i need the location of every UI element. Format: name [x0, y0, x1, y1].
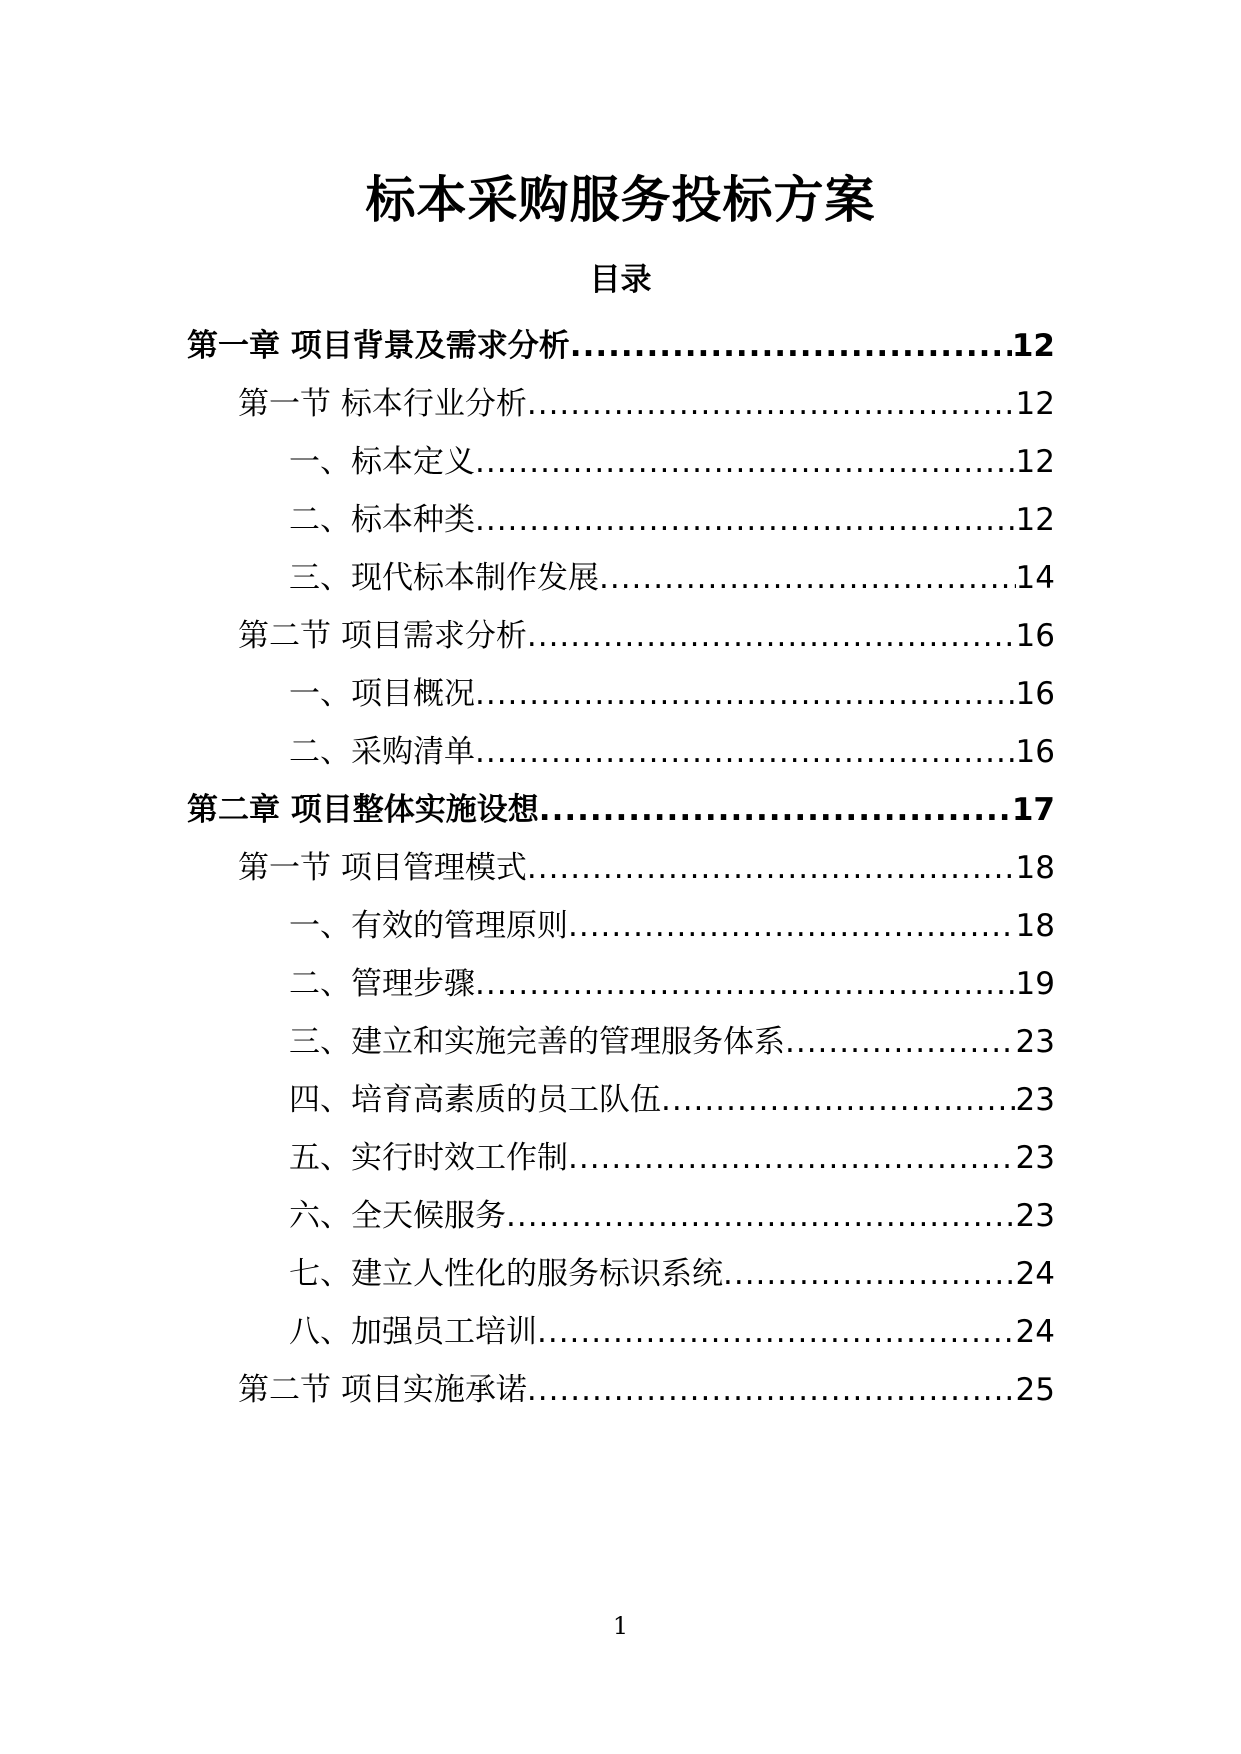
- toc-entry-label: 二、采购清单: [289, 734, 475, 770]
- toc-entry-page: 12: [1011, 328, 1055, 364]
- toc-dot-leader: [527, 844, 1016, 892]
- toc-entry-page: 23: [1015, 1024, 1055, 1060]
- toc-entry-section[interactable]: [238, 844, 1055, 892]
- toc-entry-label: 三、建立和实施完善的管理服务体系: [289, 1024, 785, 1060]
- toc-dot-leader: [527, 612, 1016, 660]
- toc-entry-label: 第二节 项目实施承诺: [238, 1372, 527, 1408]
- toc-entry-subsection[interactable]: [289, 728, 1055, 776]
- toc-entry-label: 一、有效的管理原则: [289, 908, 568, 944]
- toc-entry-section[interactable]: [238, 612, 1055, 660]
- toc-entry-section[interactable]: [238, 1366, 1055, 1414]
- toc-entry-label: 第二节 项目需求分析: [238, 618, 527, 654]
- toc-dot-leader: [527, 380, 1016, 428]
- toc-entry-page: 18: [1015, 908, 1055, 944]
- toc-entry-label: 五、实行时效工作制: [289, 1140, 568, 1176]
- toc-entry-subsection[interactable]: [289, 1250, 1055, 1298]
- toc-entry-page: 19: [1015, 966, 1055, 1002]
- toc-entry-label: 第一节 标本行业分析: [238, 386, 527, 422]
- toc-entry-page: 14: [1015, 560, 1055, 596]
- toc-dot-leader: [475, 496, 1016, 544]
- toc-entry-subsection[interactable]: [289, 1192, 1055, 1240]
- toc-entry-subsection[interactable]: [289, 1308, 1055, 1356]
- toc-entry-label: 第二章 项目整体实施设想: [187, 792, 539, 828]
- toc-entry-page: 25: [1015, 1372, 1055, 1408]
- toc-dot-leader: [475, 728, 1016, 776]
- toc-entry-label: 七、建立人性化的服务标识系统: [289, 1256, 723, 1292]
- toc-dot-leader: [568, 902, 1016, 950]
- toc-entry-label: 二、标本种类: [289, 502, 475, 538]
- toc-dot-leader: [475, 670, 1016, 718]
- toc-dot-leader: [527, 1366, 1016, 1414]
- toc-dot-leader: [568, 1134, 1016, 1182]
- toc-entry-subsection[interactable]: [289, 1134, 1055, 1182]
- toc-entry-subsection[interactable]: [289, 438, 1055, 486]
- toc-dot-leader: [570, 322, 1012, 370]
- toc-entry-label: 第一节 项目管理模式: [238, 850, 527, 886]
- toc-entry-subsection[interactable]: [289, 960, 1055, 1008]
- toc-entry-page: 17: [1011, 792, 1055, 828]
- toc-dot-leader: [475, 960, 1016, 1008]
- toc-dot-leader: [475, 438, 1016, 486]
- toc-entry-subsection[interactable]: [289, 554, 1055, 602]
- toc-entry-page: 23: [1015, 1198, 1055, 1234]
- toc-entry-section[interactable]: [238, 380, 1055, 428]
- page-number: 1: [612, 1612, 629, 1640]
- toc-dot-leader: [506, 1192, 1016, 1240]
- toc-entry-page: 23: [1015, 1082, 1055, 1118]
- toc-entry-subsection[interactable]: [289, 902, 1055, 950]
- toc-entry-subsection[interactable]: [289, 1018, 1055, 1066]
- toc-entry-page: 24: [1015, 1256, 1055, 1292]
- toc-entry-label: 一、项目概况: [289, 676, 475, 712]
- toc-dot-leader: [599, 554, 1016, 602]
- toc-entry-page: 24: [1015, 1314, 1055, 1350]
- toc-entry-subsection[interactable]: [289, 670, 1055, 718]
- toc-entry-label: 三、现代标本制作发展: [289, 560, 599, 596]
- toc-entry-label: 第一章 项目背景及需求分析: [187, 328, 570, 364]
- toc-entry-label: 二、管理步骤: [289, 966, 475, 1002]
- toc-entry-label: 六、全天候服务: [289, 1198, 506, 1234]
- toc-entry-page: 16: [1015, 618, 1055, 654]
- toc-entry-page: 12: [1015, 444, 1055, 480]
- toc-entry-page: 16: [1015, 676, 1055, 712]
- toc-dot-leader: [537, 1308, 1016, 1356]
- toc-entry-chapter[interactable]: [187, 322, 1055, 370]
- toc-entry-page: 18: [1015, 850, 1055, 886]
- toc-dot-leader: [539, 786, 1012, 834]
- toc-entry-subsection[interactable]: [289, 496, 1055, 544]
- toc-entry-chapter[interactable]: [187, 786, 1055, 834]
- toc-heading: 目录: [589, 262, 652, 298]
- toc-entry-page: 12: [1015, 502, 1055, 538]
- toc-entry-page: 16: [1015, 734, 1055, 770]
- toc-entry-page: 23: [1015, 1140, 1055, 1176]
- toc-entry-subsection[interactable]: [289, 1076, 1055, 1124]
- toc-entry-label: 一、标本定义: [289, 444, 475, 480]
- toc-dot-leader: [785, 1018, 1016, 1066]
- toc-dot-leader: [661, 1076, 1016, 1124]
- toc-entry-label: 八、加强员工培训: [289, 1314, 537, 1350]
- toc-entry-page: 12: [1015, 386, 1055, 422]
- toc-dot-leader: [723, 1250, 1016, 1298]
- document-title: 标本采购服务投标方案: [365, 171, 876, 229]
- toc-entry-label: 四、培育高素质的员工队伍: [289, 1082, 661, 1118]
